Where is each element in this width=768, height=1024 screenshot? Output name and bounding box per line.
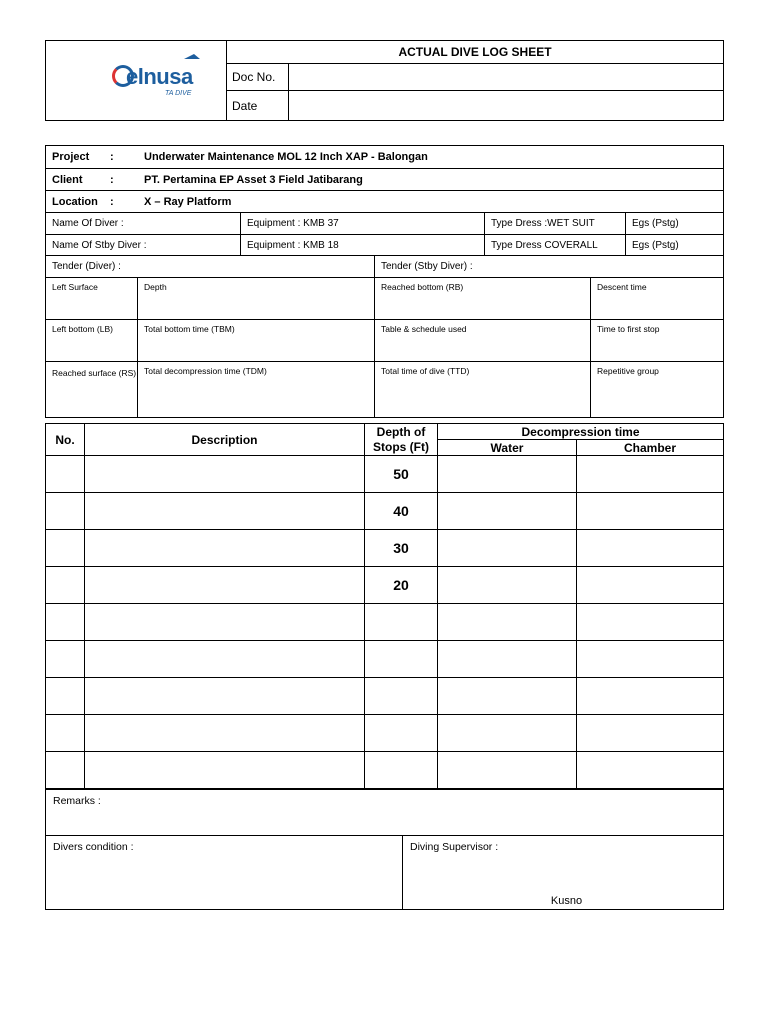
- row-no-cell[interactable]: [46, 604, 85, 641]
- row-depth-cell[interactable]: 50: [365, 456, 438, 493]
- row-no-cell[interactable]: [46, 567, 85, 604]
- doc-no-field[interactable]: [289, 64, 724, 91]
- remarks-field[interactable]: [46, 790, 724, 836]
- dive-info-table: [45, 145, 724, 418]
- repetitive-group-field[interactable]: Repetitive group: [591, 362, 724, 418]
- divers-condition-field[interactable]: [46, 836, 403, 910]
- row-no-cell[interactable]: [46, 530, 85, 567]
- diving-supervisor-label: Diving Supervisor :: [410, 841, 499, 853]
- row-depth-cell[interactable]: [365, 715, 438, 752]
- diver-name-field[interactable]: Name Of Diver :: [46, 213, 241, 235]
- table-row: [46, 641, 724, 678]
- row-no-cell[interactable]: [46, 641, 85, 678]
- egs-2-field[interactable]: Egs (Pstg): [626, 235, 724, 256]
- row-depth-cell[interactable]: 30: [365, 530, 438, 567]
- doc-no-label: Doc No.: [227, 64, 289, 91]
- table-row: [46, 752, 724, 789]
- stby-diver-field[interactable]: Name Of Stby Diver :: [46, 235, 241, 256]
- type-dress-1-field[interactable]: Type Dress :WET SUIT: [485, 213, 626, 235]
- row-chamber-cell[interactable]: [577, 567, 724, 604]
- row-description-cell[interactable]: [85, 493, 365, 530]
- logo-cell: [46, 41, 227, 121]
- row-description-cell[interactable]: [85, 715, 365, 752]
- col-header-water: Water: [438, 440, 577, 456]
- egs-1-field[interactable]: Egs (Pstg): [626, 213, 724, 235]
- table-row: [46, 678, 724, 715]
- client-row: Client : PT. Pertamina EP Asset 3 Field Jatibarang: [46, 169, 724, 191]
- left-surface-field[interactable]: Left Surface: [46, 278, 138, 320]
- row-water-cell[interactable]: [438, 752, 577, 789]
- location-value[interactable]: X – Ray Platform: [144, 195, 232, 208]
- depth-field[interactable]: Depth: [138, 278, 375, 320]
- elnusa-logo: elnusa TA DIVE: [110, 61, 210, 105]
- row-no-cell[interactable]: [46, 456, 85, 493]
- left-bottom-field[interactable]: Left bottom (LB): [46, 320, 138, 362]
- row-no-cell[interactable]: [46, 493, 85, 530]
- table-row: [46, 493, 724, 530]
- diving-supervisor-field[interactable]: [403, 836, 724, 910]
- row-description-cell[interactable]: [85, 604, 365, 641]
- col-header-description: Description: [85, 424, 365, 456]
- descent-time-field[interactable]: Descent time: [591, 278, 724, 320]
- decompression-log-table: [45, 423, 724, 789]
- table-row: [46, 604, 724, 641]
- row-no-cell[interactable]: [46, 678, 85, 715]
- row-chamber-cell[interactable]: [577, 456, 724, 493]
- table-row: [46, 530, 724, 567]
- divers-condition-label: Divers condition :: [53, 841, 134, 853]
- table-row: [46, 456, 724, 493]
- supervisor-name: Kusno: [550, 895, 583, 907]
- type-dress-2-field[interactable]: Type Dress COVERALL: [485, 235, 626, 256]
- row-depth-cell[interactable]: 20: [365, 567, 438, 604]
- table-schedule-field[interactable]: Table & schedule used: [375, 320, 591, 362]
- equipment-1-field[interactable]: Equipment : KMB 37: [241, 213, 485, 235]
- total-bottom-time-field[interactable]: Total bottom time (TBM): [138, 320, 375, 362]
- row-water-cell[interactable]: [438, 678, 577, 715]
- row-chamber-cell[interactable]: [577, 493, 724, 530]
- row-description-cell[interactable]: [85, 530, 365, 567]
- row-description-cell[interactable]: [85, 678, 365, 715]
- project-value[interactable]: Underwater Maintenance MOL 12 Inch XAP - Balongan: [144, 151, 428, 163]
- col-header-chamber: Chamber: [577, 440, 724, 456]
- row-description-cell[interactable]: [85, 752, 365, 789]
- row-chamber-cell[interactable]: [577, 678, 724, 715]
- total-dive-field[interactable]: Total time of dive (TTD): [375, 362, 591, 418]
- boat-icon: [182, 53, 202, 61]
- col-header-depth: Depth of Stops (Ft): [365, 424, 438, 456]
- row-depth-cell[interactable]: 40: [365, 493, 438, 530]
- row-no-cell[interactable]: [46, 715, 85, 752]
- row-depth-cell[interactable]: [365, 641, 438, 678]
- row-water-cell[interactable]: [438, 567, 577, 604]
- row-depth-cell[interactable]: [365, 678, 438, 715]
- row-water-cell[interactable]: [438, 715, 577, 752]
- sheet-title: ACTUAL DIVE LOG SHEET: [227, 41, 724, 64]
- col-header-decompression: Decompression time: [438, 424, 724, 440]
- row-chamber-cell[interactable]: [577, 752, 724, 789]
- row-chamber-cell[interactable]: [577, 530, 724, 567]
- row-no-cell[interactable]: [46, 752, 85, 789]
- table-row: [46, 567, 724, 604]
- date-field[interactable]: [289, 91, 724, 121]
- row-water-cell[interactable]: [438, 493, 577, 530]
- project-row: Project : Underwater Maintenance MOL 12 Inch XAP - Balongan: [46, 146, 724, 169]
- tender-diver-field[interactable]: Tender (Diver) :: [46, 256, 375, 278]
- equipment-2-field[interactable]: Equipment : KMB 18: [241, 235, 485, 256]
- table-row: [46, 715, 724, 752]
- client-value[interactable]: PT. Pertamina EP Asset 3 Field Jatibarang: [144, 173, 363, 186]
- row-chamber-cell[interactable]: [577, 715, 724, 752]
- reached-bottom-field[interactable]: Reached bottom (RB): [375, 278, 591, 320]
- footer-table: [45, 789, 724, 910]
- row-description-cell[interactable]: [85, 456, 365, 493]
- row-depth-cell[interactable]: [365, 604, 438, 641]
- document-header: [45, 40, 724, 121]
- total-decomp-field[interactable]: Total decompression time (TDM): [138, 362, 375, 418]
- row-water-cell[interactable]: [438, 456, 577, 493]
- tender-stby-field[interactable]: Tender (Stby Diver) :: [375, 256, 724, 278]
- row-description-cell[interactable]: [85, 641, 365, 678]
- row-description-cell[interactable]: [85, 567, 365, 604]
- row-depth-cell[interactable]: [365, 752, 438, 789]
- location-row: Location : X – Ray Platform: [46, 191, 724, 213]
- row-water-cell[interactable]: [438, 530, 577, 567]
- row-chamber-cell[interactable]: [577, 641, 724, 678]
- row-water-cell[interactable]: [438, 641, 577, 678]
- row-chamber-cell[interactable]: [577, 604, 724, 641]
- reached-surface-field[interactable]: Reached surface (RS): [46, 362, 138, 418]
- date-label: Date: [227, 91, 289, 121]
- row-water-cell[interactable]: [438, 604, 577, 641]
- remarks-label: Remarks :: [53, 795, 101, 807]
- time-first-stop-field[interactable]: Time to first stop: [591, 320, 724, 362]
- col-header-no: No.: [46, 424, 85, 456]
